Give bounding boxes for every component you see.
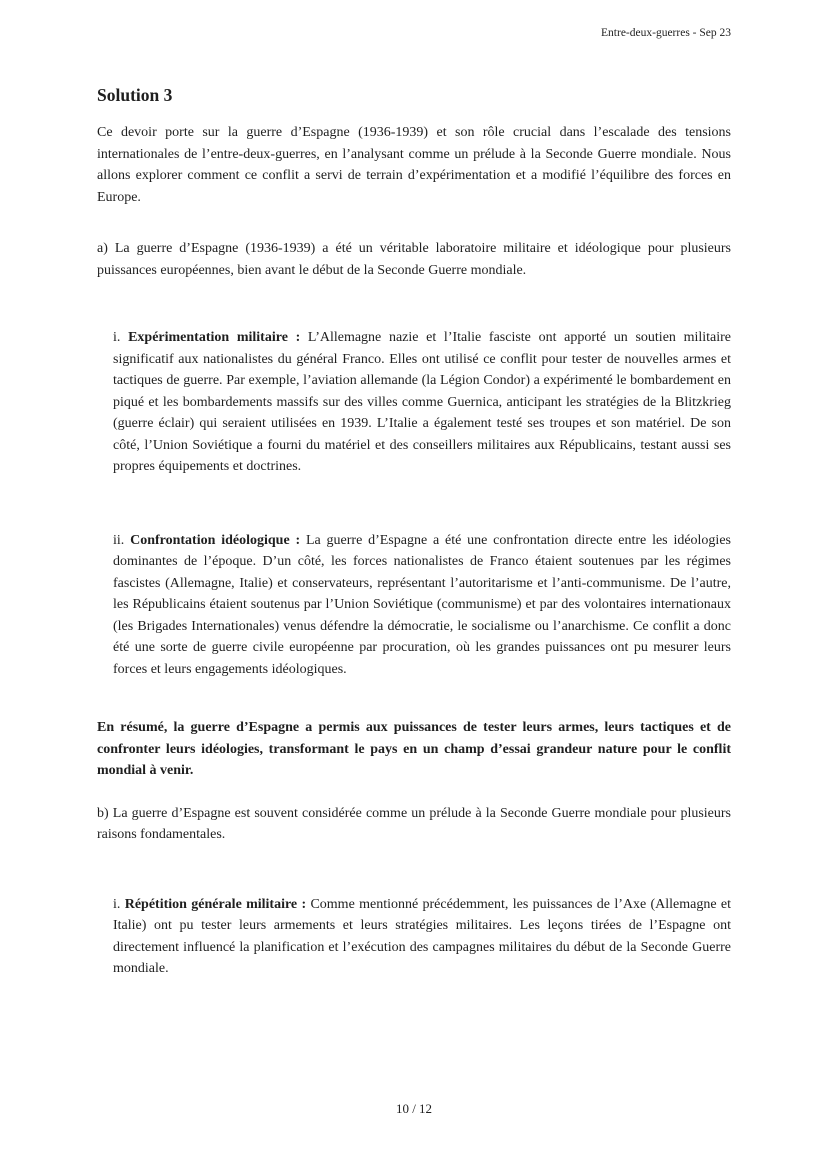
page-header <box>97 26 731 41</box>
list-item-b-i <box>113 894 731 980</box>
page-number-indicator: 10 / 12 <box>395 1100 433 1116</box>
page-footer <box>0 1098 828 1120</box>
solution-title: Solution 3 <box>97 85 173 105</box>
list-item-marker: i. <box>113 896 125 912</box>
list-item-marker: ii. <box>113 532 131 548</box>
list-item-marker: i. <box>113 330 129 345</box>
paragraph-intro: Ce devoir porte sur la guerre d’Espagne (1936-1939) et son rôle crucial dans l’escalade des tensions internationales de l’entre-deux-guerres, en l’analysant comme un prélude à la Seconde Guerre mondiale. Nous allons explorer comment ce conflit a servi de terrain d’expérimentation et a modifié l’équilibre des forces en Europe. <box>97 125 731 205</box>
list-item-a-ii <box>113 530 731 681</box>
paragraph-part-b: b) La guerre d’Espagne est souvent considérée comme un prélude à la Seconde Guerre mondiale pour plusieurs raisons fondamentales. <box>97 805 731 842</box>
header-course-date: Entre-deux-guerres - Sep 23 <box>601 27 731 39</box>
paragraph-summary-bold: En résumé, la guerre d’Espagne a permis aux puissances de tester leurs armes, leurs tactiques et de confronter leurs idéologies, transformant le pays en un champ d’essai grandeur nature pour le conflit mondial à venir. <box>97 720 731 778</box>
list-item-text: Comme mentionné précédemment, les puissances de l’Axe (Allemagne et Italie) ont pu tester leurs armements et leurs stratégies militaires. Les leçons tirées de l’Espagne ont directement influencé la planification et l’exécution des campagnes militaires du début de la Seconde Guerre mondiale. <box>113 896 732 976</box>
paragraph-part-a: a) La guerre d’Espagne (1936-1939) a été un véritable laboratoire militaire et idéologique pour plusieurs puissances européennes, bien avant le début de la Seconde Guerre mondiale. <box>97 241 731 278</box>
list-item-lead-bold: Répétition générale militaire : <box>124 896 307 912</box>
list-item-lead-bold: Confrontation idéologique : <box>130 532 301 548</box>
list-item-text: L’Allemagne nazie et l’Italie fasciste ont apporté un soutien militaire significatif aux nationalistes du général Franco. Elles ont utilisé ce conflit pour tester de nouvelles armes et tactiques de guerre. Par exemple, l’aviation allemande (la Légion Condor) a expérimenté le bombardement en piqué et les bombardements massifs sur des villes comme Guernica, anticipant les stratégies de la Blitzkrieg (guerre éclair) qui seraient utilisées en 1939. L’Italie a également testé ses troupes et son matériel. De son côté, l’Union Soviétique a fourni du matériel et des conseillers militaires aux Républicains, testant aussi ses propres équipements et doctrines. <box>113 330 732 474</box>
list-item-a-i <box>113 327 731 478</box>
list-item-lead-bold: Expérimentation militaire : <box>128 330 301 345</box>
list-item-text: La guerre d’Espagne a été une confrontation directe entre les idéologies dominantes de l’époque. D’un côté, les forces nationalistes de Franco étaient soutenues par les régimes fascistes (Allemagne, Italie) et conservateurs, représentant l’autoritarisme et l’anti-communisme. De l’autre, les Républicains étaient soutenus par l’Union Soviétique (communisme) et par des volontaires internationaux (les Brigades Internationales) venus défendre la démocratie, le socialisme ou l’anarchisme. Ce conflit a donc été une sorte de guerre civile européenne par procuration, où les grandes puissances ont pu mesurer leurs forces et leurs engagements idéologiques. <box>113 532 731 677</box>
